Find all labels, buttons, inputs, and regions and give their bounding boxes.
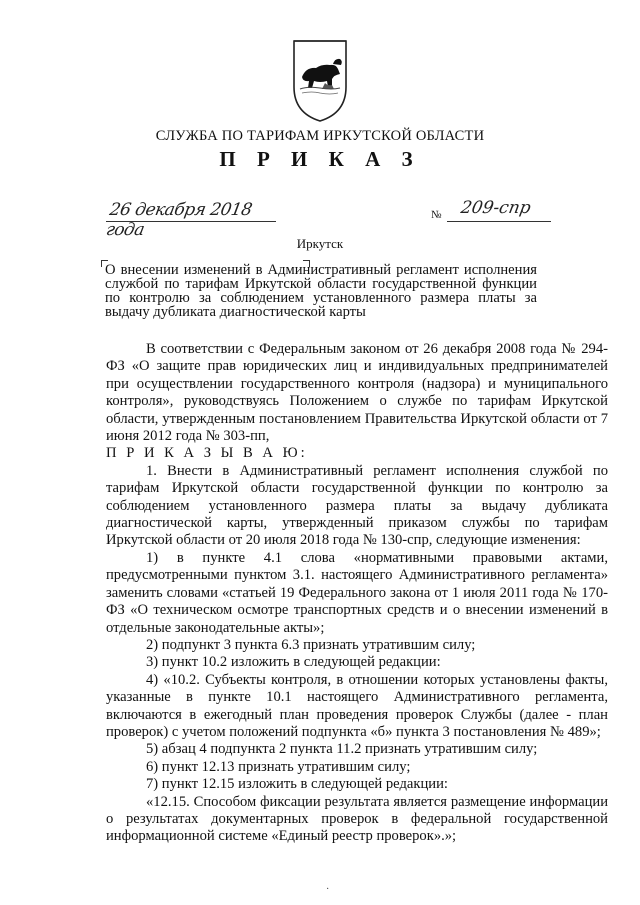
- subitem-2-paragraph: 2) подпункт 3 пункта 6.3 признать утратившим силу;: [146, 636, 476, 653]
- subitem-6-paragraph: 6) пункт 12.13 признать утратившим силу;: [146, 758, 411, 775]
- coat-of-arms-icon: [288, 37, 352, 125]
- subitem-8-paragraph: «12.15. Способом фиксации результата является размещение информации о результатах документарных проверок в федеральной государственной информационной системе «Единый реестр проверок».»;: [106, 793, 608, 845]
- number-mark: №: [431, 209, 442, 221]
- preamble-paragraph: В соответствии с Федеральным законом от 26 декабря 2008 года № 294-ФЗ «О защите прав юридических лиц и индивидуальных предпринимателей при осуществлении государственного контроля (надзора) и муниципального контроля», руководствуясь Положением о службе по тарифам Иркутской области, утвержденным постановлением Правительства Иркутской области от 7 июня 2012 года № 303-пп,: [106, 341, 608, 445]
- item-1-paragraph: 1. Внести в Административный регламент исполнения службой по тарифам Иркутской области государственной функции по контролю за соблюдением установленного размера платы за выдачу дубликата диагностической карты, утвержденный приказом службы по тарифам Иркутской области от 20 июля 2018 года № 130-спр, следующие изменения:: [106, 462, 608, 549]
- order-word: П Р И К А З Ы В А Ю:: [106, 445, 308, 462]
- subitem-1-paragraph: 1) в пункте 4.1 слова «нормативными правовыми актами, предусмотренными пунктом 3.1. настоящего Административного регламента» заменить словами «статьей 19 Федерального закона от 1 июля 2011 года № 170-ФЗ «О техническом осмотре транспортных средств и о внесении изменений в отдельные законодательные акты»;: [106, 549, 608, 636]
- organization-name: СЛУЖБА ПО ТАРИФАМ ИРКУТСКОЙ ОБЛАСТИ: [155, 128, 485, 144]
- document-title: П Р И К А З: [219, 147, 421, 171]
- order-subject: О внесении изменений в Административный регламент исполнения службой по тарифам Иркутской области государственной функции по контролю за соблюдением установленного размера платы за выдачу дубликата диагностической карты: [105, 262, 537, 320]
- page-mark: ·: [326, 884, 330, 895]
- handwritten-date: 26 декабря 2018 года: [104, 200, 254, 240]
- order-body: [106, 341, 608, 846]
- subitem-5-paragraph: 5) абзац 4 подпункта 2 пункта 11.2 признать утратившим силу;: [146, 741, 538, 758]
- handwritten-number: 209-спр: [459, 198, 533, 218]
- date-underline: [106, 221, 276, 222]
- subitem-3-paragraph: 3) пункт 10.2 изложить в следующей редакции:: [146, 654, 441, 671]
- subitem-7-paragraph: 7) пункт 12.15 изложить в следующей редакции:: [146, 776, 448, 793]
- subitem-4-paragraph: 4) «10.2. Субъекты контроля, в отношении которых установлены факты, указанные в пункте 10.1 настоящего Административного регламента, включаются в ежегодный план проведения проверок Службы (далее - план проверок) с учетом положений подпункта «б» пункта 3 постановления № 489»;: [106, 671, 608, 740]
- number-underline: [447, 221, 551, 222]
- city-name: Иркутск: [296, 236, 344, 251]
